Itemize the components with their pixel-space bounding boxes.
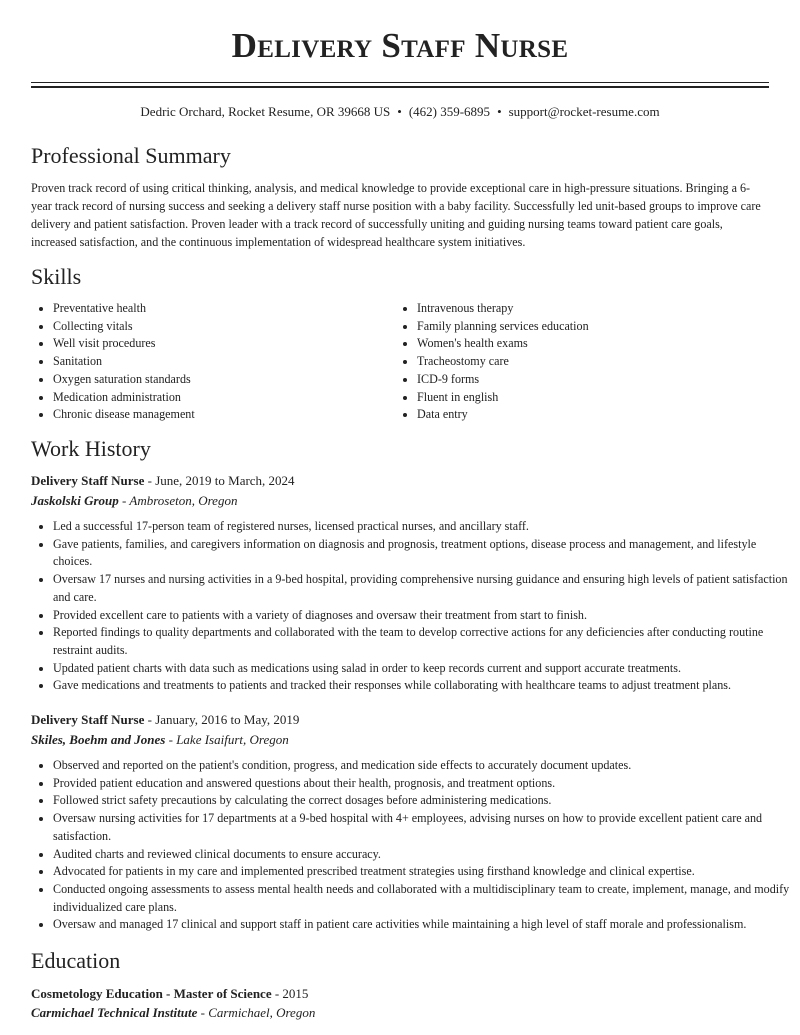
job-bullet: • Provided patient education and answered questions about their health, prognosis, and treatment options. [53,775,791,793]
contact-line [0,104,800,120]
job-bullet: • Followed strict safety precautions by calculating the correct dosages before administering medications. [53,792,791,810]
job-bullet: • Provided excellent care to patients with a variety of diagnoses and oversaw their treatment from start to finish. [53,607,791,625]
job-company-line [31,732,289,748]
skill-item: • Chronic disease management [53,406,393,424]
job-location: - Ambroseton, Oregon [118,493,238,508]
skill-item: • Women's health exams [417,335,777,353]
job-bullet: • Reported findings to quality departments and collaborated with the team to develop corrective actions for any deficiencies after conducting routine restraint audits. [53,624,791,659]
job-role: Delivery Staff Nurse [31,473,145,488]
job-company-line [31,493,237,509]
job-bullet: • Oversaw and managed 17 clinical and support staff in patient care activities while maintaining a high level of staff morale and professionalism. [53,916,791,934]
job-dates: - June, 2019 to March, 2024 [144,473,295,488]
contact-separator: • [397,104,402,119]
education-degree: Cosmetology Education - Master of Science [31,986,272,1001]
job-bullet: • Gave patients, families, and caregivers information on diagnosis and prognosis, treatment options, disease process and management, and lifestyle choices. [53,536,791,571]
job-location: - Lake Isaifurt, Oregon [165,732,289,747]
education-year: - 2015 [271,986,309,1001]
job-dates: - January, 2016 to May, 2019 [144,712,300,727]
summary-text: Proven track record of using critical thinking, analysis, and medical knowledge to provide exceptional care in high-pressure situations. Bringing a 6-year track record of nursing success and seeking a delivery staff nurse position with a baby facility. Successfully led unit-based groups to improve care delivery and patient satisfaction. Proven leader with a track record of successfully uniting and guiding nursing teams toward patient care goals, increased satisfaction, and the continuous implementation of widespread healthcare system initiatives. [31,181,761,249]
skill-item: • Preventative health [53,300,393,318]
education-school-line [31,1005,315,1021]
skill-item: • Collecting vitals [53,318,393,336]
job-title-line [31,473,295,489]
skill-item: • Medication administration [53,389,393,407]
work-history-heading: Work History [31,436,151,461]
job-bullet: • Oversaw 17 nurses and nursing activities in a 9-bed hospital, providing comprehensive nursing guidance and ensuring high levels of patient satisfaction and care. [53,571,791,606]
resume-name: Delivery Staff Nurse [231,26,569,65]
contact-email: support@rocket-resume.com [508,104,660,119]
skill-item: • Sanitation [53,353,393,371]
job-bullet: • Gave medications and treatments to patients and tracked their responses while collaborating with healthcare teams to adjust treatment plans. [53,677,791,695]
education-degree-line [31,986,308,1002]
job-bullet: • Advocated for patients in my care and implemented prescribed treatment strategies using firsthand knowledge and clinical expertise. [53,863,791,881]
header-divider-thin [31,82,769,83]
job-bullets [31,757,791,934]
job-bullet: • Led a successful 17-person team of registered nurses, licensed practical nurses, and ancillary staff. [53,518,791,536]
job-bullet: • Oversaw nursing activities for 17 departments at a 9-bed hospital with 4+ employees, advising nurses on how to provide excellent patient care and satisfaction. [53,810,791,845]
skill-item: • Tracheostomy care [417,353,777,371]
summary-heading: Professional Summary [31,143,231,168]
education-school: Carmichael Technical Institute [31,1005,198,1020]
skill-item: • Fluent in english [417,389,777,407]
contact-separator: • [497,104,502,119]
job-bullet: • Updated patient charts with data such as medications using salad in order to keep records current and support accurate treatments. [53,660,791,678]
skills-list-left [31,300,393,424]
contact-phone: (462) 359-6895 [408,104,491,119]
job-bullet: • Observed and reported on the patient's condition, progress, and medication side effects to accurately document updates. [53,757,791,775]
skill-item: • ICD-9 forms [417,371,777,389]
header-divider-thick [31,86,769,88]
job-bullets [31,518,791,695]
job-role: Delivery Staff Nurse [31,712,145,727]
education-heading: Education [31,948,121,973]
job-company: Skiles, Boehm and Jones [31,732,166,747]
skill-item: • Well visit procedures [53,335,393,353]
job-bullet: • Conducted ongoing assessments to assess mental health needs and collaborated with a multidisciplinary team to create, implement, manage, and modify individualized care plans. [53,881,791,916]
job-title-line [31,712,299,728]
contact-address: Dedric Orchard, Rocket Resume, OR 39668 US [140,104,391,119]
job-company: Jaskolski Group [31,493,119,508]
skill-item: • Intravenous therapy [417,300,777,318]
job-bullet: • Audited charts and reviewed clinical documents to ensure accuracy. [53,846,791,864]
skills-heading: Skills [31,264,82,289]
skill-item: • Oxygen saturation standards [53,371,393,389]
skill-item: • Family planning services education [417,318,777,336]
skills-list-right [395,300,777,424]
education-location: - Carmichael, Oregon [197,1005,316,1020]
skill-item: • Data entry [417,406,777,424]
